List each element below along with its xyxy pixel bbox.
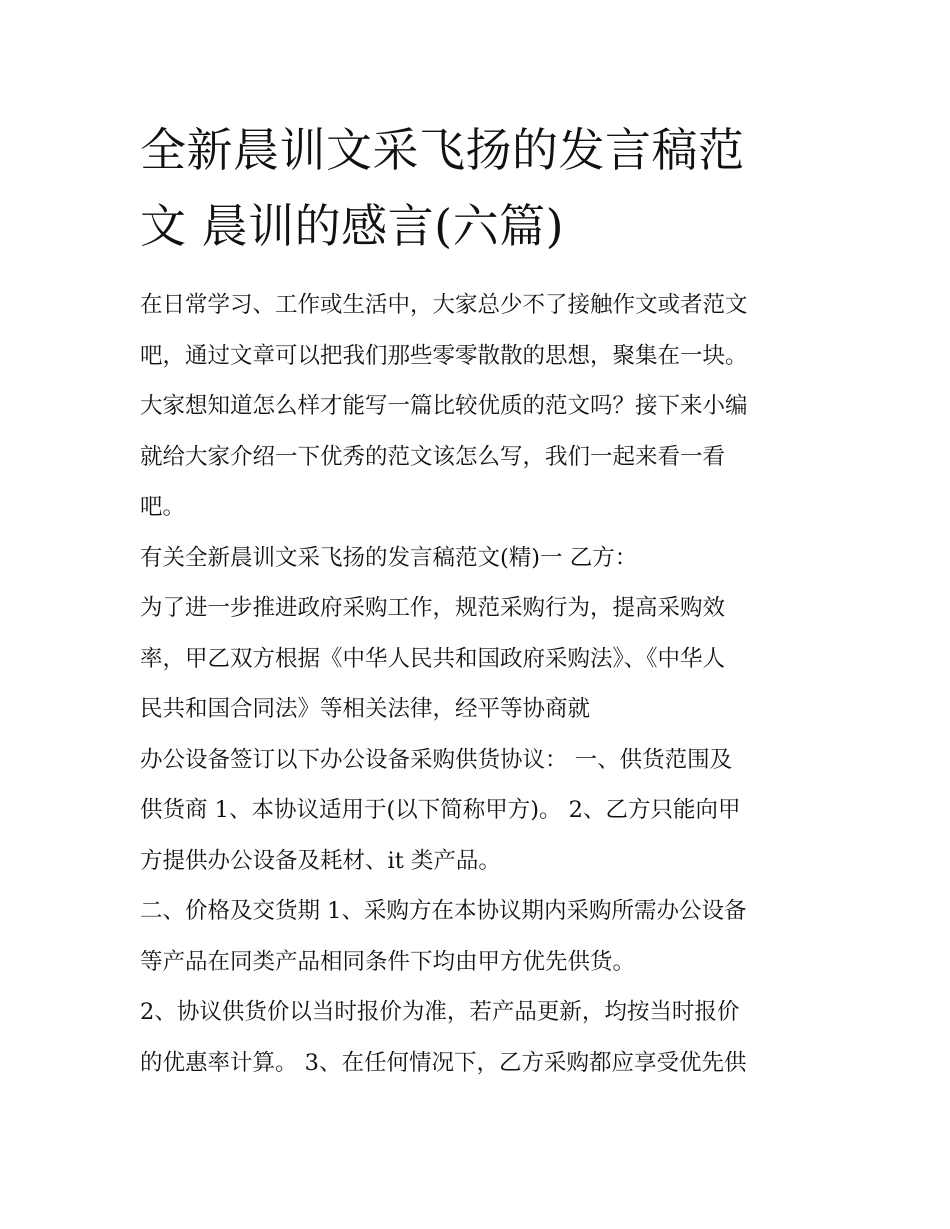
supply-scope-paragraph (140, 735, 820, 887)
document-body (140, 280, 820, 1088)
text-line: 二、价格及交货期 1、采购方在本协议期内采购所需办公设备 (140, 898, 747, 924)
text-line: 2、协议供货价以当时报价为准，若产品更新，均按当时报价 (140, 999, 740, 1025)
text-line: 方提供办公设备及耗材、it 类产品。 (140, 847, 501, 874)
document-title (140, 112, 820, 264)
text-line: 为了进一步推进政府采购工作，规范采购行为，提高采购效 (140, 595, 726, 621)
purpose-paragraph (140, 583, 820, 735)
text-line: 办公设备签订以下办公设备采购供货协议： 一、供货范围及 (140, 746, 733, 773)
section-heading-paragraph (140, 533, 820, 584)
title-line-2: 文 晨训的感言(六篇) (140, 199, 565, 253)
text-line: 在日常学习、工作或生活中，大家总少不了接触作文或者范文 (140, 292, 748, 318)
text-line: 大家想知道怎么样才能写一篇比较优质的范文吗？接下来小编 (140, 393, 748, 419)
text-line: 率，甲乙双方根据《中华人民共和国政府采购法》、《中华人 (140, 645, 726, 672)
text-line: 民共和国合同法》等相关法律，经平等协商就 (140, 696, 591, 722)
intro-paragraph (140, 280, 820, 533)
text-line: 等产品在同类产品相同条件下均由甲方优先供货。 (140, 948, 636, 975)
text-line: 供货商 1、本协议适用于(以下简称甲方)。 2、乙方只能向甲 (140, 797, 741, 823)
title-line-1: 全新晨训文采飞扬的发言稿范 (140, 123, 745, 177)
pricing-terms-paragraph (140, 987, 820, 1088)
text-line: 吧，通过文章可以把我们那些零零散散的思想，聚集在一块。 (140, 342, 748, 369)
text-line: 吧。 (140, 494, 186, 520)
text-line: 就给大家介绍一下优秀的范文该怎么写，我们一起来看一看 (140, 443, 726, 470)
price-delivery-paragraph (140, 886, 820, 987)
text-line: 的优惠率计算。 3、在任何情况下，乙方采购都应享受优先供 (140, 1049, 747, 1076)
text-line: 有关全新晨训文采飞扬的发言稿范文(精)一 乙方： (140, 544, 638, 571)
